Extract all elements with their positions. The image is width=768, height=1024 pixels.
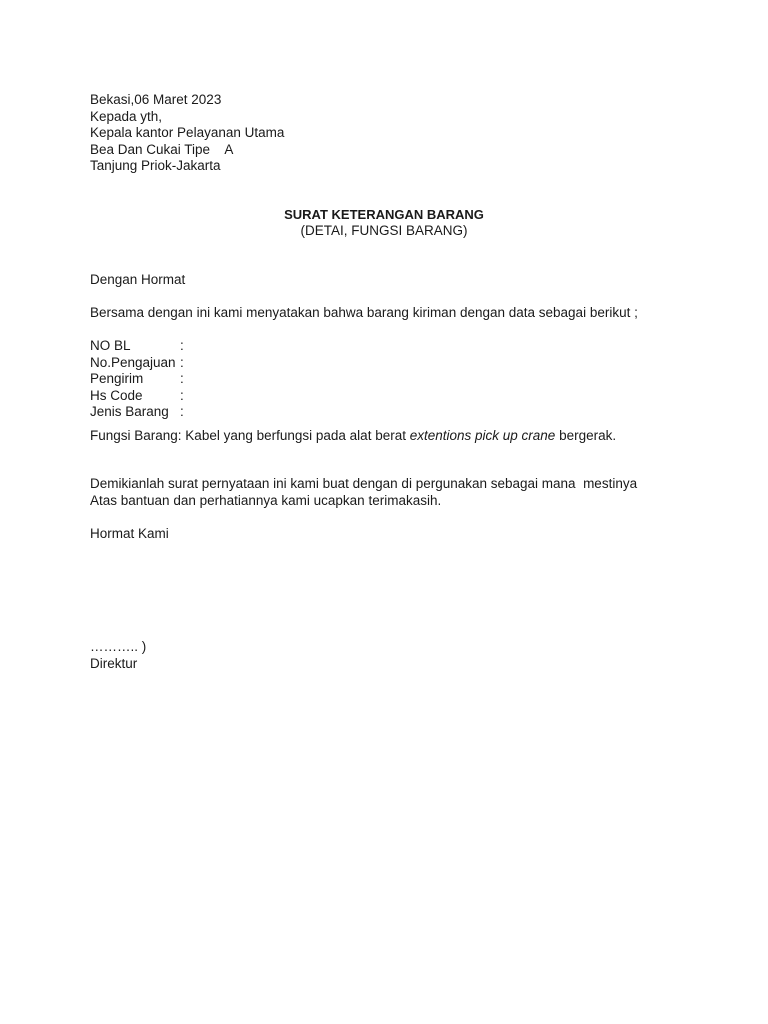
field-label: Pengirim (90, 371, 144, 387)
field-label: Hs Code (90, 387, 143, 403)
function-text (90, 428, 616, 445)
regards (90, 526, 169, 543)
field-label: No.Pengajuan (90, 354, 176, 370)
title-heading: SURAT KETERANGAN BARANG (284, 207, 484, 222)
signature-name-placeholder: ……….. ) (90, 639, 147, 654)
field-colon: : (180, 371, 184, 387)
recipient-office-type: Bea Dan Cukai Tipe A (90, 141, 234, 157)
field-label: Jenis Barang (90, 404, 169, 420)
field-label: NO BL (90, 338, 131, 353)
goods-data-fields (90, 338, 184, 421)
closing-line-2: Atas bantuan dan perhatiannya kami ucapkan terimakasih. (90, 492, 442, 508)
function-prefix: Fungsi Barang: Kabel yang berfungsi pada alat berat (90, 428, 410, 443)
field-row-jenis-barang (90, 404, 184, 421)
field-colon: : (180, 354, 184, 370)
recipient-location: Tanjung Priok-Jakarta (90, 158, 221, 174)
field-row-hs-code (90, 388, 184, 405)
recipient-office: Kepala kantor Pelayanan Utama (90, 125, 285, 141)
greeting (90, 272, 185, 289)
intro-paragraph (90, 305, 638, 322)
function-suffix: bergerak. (555, 428, 617, 443)
closing-paragraph (90, 476, 637, 509)
field-row-no-pengajuan (90, 355, 184, 372)
closing-line-1: Demikianlah surat pernyataan ini kami buat dengan di pergunakan sebagai mana mestinya (90, 476, 638, 491)
recipient-salutation: Kepada yth, (90, 108, 163, 124)
field-row-no-bl (90, 338, 184, 355)
place-date: Bekasi,06 Maret 2023 (90, 92, 222, 107)
document-title (0, 207, 768, 239)
signature-block (90, 639, 146, 672)
regards-text: Hormat Kami (90, 526, 169, 541)
goods-function (90, 428, 616, 445)
greeting-text: Dengan Hormat (90, 272, 186, 287)
title-subheading: (DETAI, FUNGSI BARANG) (300, 223, 468, 238)
field-colon: : (180, 404, 184, 420)
field-row-pengirim (90, 371, 184, 388)
signature-position: Direktur (90, 655, 138, 671)
function-emphasis: extentions pick up crane (409, 428, 556, 443)
field-colon: : (180, 387, 184, 403)
field-colon: : (180, 338, 184, 353)
address-block (90, 92, 284, 175)
intro-text: Bersama dengan ini kami menyatakan bahwa barang kiriman dengan data sebagai berikut ; (90, 305, 638, 320)
